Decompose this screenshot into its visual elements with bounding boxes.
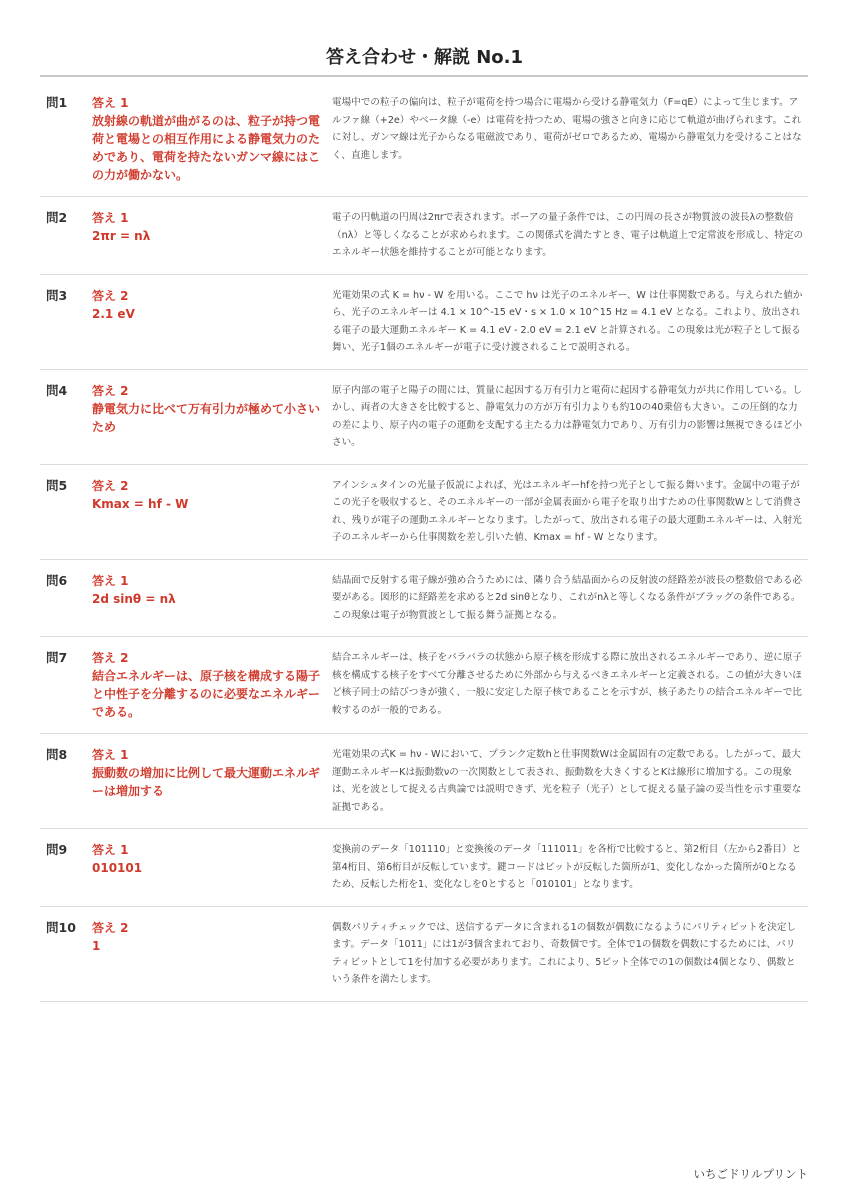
explanation-text: 偶数パリティチェックでは、送信するデータに含まれる1の個数が偶数になるようにパリティビットを決定します。データ「1011」には1が3個含まれており、奇数個です。全体で1の個数を偶数にするためには、パリティビットとして1を付加する必要があります。これにより、5ビット全体での1の個数は4個となり、偶数という条件を満たします。 [332,921,797,985]
explanation-text: 電場中での粒子の偏向は、粒子が電荷を持つ場合に電場から受ける静電気力（F=qE）によって生じます。アルファ線（+2e）やベータ線（-e）は電荷を持つため、電場の強さと向きに応じて軌道が曲げられます。これに対し、ガンマ線は光子からなる電磁波であり、電荷がゼロであるため、電場から静電気力を受けることはなく、直進します。 [332,97,802,161]
answer-text: 2.1 eV [92,306,135,321]
question-number: 問1 [46,95,68,110]
question-number: 問2 [46,210,68,225]
footer-brand: いちごドリルプリント [693,1167,808,1181]
answer-row [40,560,808,638]
question-number: 問9 [46,842,68,857]
answer-cell [92,649,332,721]
answer-label: 答え 2 [92,383,129,398]
answer-cell [92,746,332,816]
question-number: 問7 [46,650,68,665]
answer-label: 答え 1 [92,96,129,110]
question-number: 問3 [46,287,68,303]
answer-cell [92,919,332,989]
answer-label: 答え 2 [92,478,129,493]
answer-label: 答え 1 [92,573,129,588]
answer-row [40,275,808,370]
answer-label: 答え 1 [92,211,129,225]
answer-table [40,82,808,1002]
answer-cell [92,382,332,452]
answer-text: 放射線の軌道が曲がるのは、粒子が持つ電荷と電場との相互作用による静電気力のためであり、電荷を持たないガンマ線にはこの力が働かない。 [92,114,321,182]
answer-text: Kmax = hf - W [92,496,189,511]
page-title: 答え合わせ・解説 No.1 [325,47,524,68]
answer-cell [92,477,332,547]
answer-row [40,907,808,1002]
answer-cell [92,572,332,625]
explanation-text: アインシュタインの光量子仮説によれば、光はエネルギーhfを持つ光子として振る舞います。金属中の電子がこの光子を吸収すると、そのエネルギーの一部が金属表面から電子を取り出すための仕事関数Wとして消費され、残りが電子の運動エネルギーとなります。したがって、放出される電子の最大運動エネルギーは、入射光子のエネルギーから仕事関数を差し引いた値、Kmax = hf - W となります。 [332,479,802,543]
answer-text: 010101 [92,861,143,875]
answer-text: 振動数の増加に比例して最大運動エネルギーは増加する [92,766,321,798]
answer-text: 1 [92,938,101,953]
explanation-text: 光電効果の式K = hν - Wにおいて、プランク定数hと仕事関数Wは金属固有の定数である。したがって、最大運動エネルギーKは振動数νの一次関数として表され、振動数を大きくするとKは線形に増加する。この現象は、光を波として捉える古典論では説明できず、光を粒子（光子）として捉える量子論の妥当性を示す重要な証拠である。 [332,749,802,813]
question-number: 問8 [46,747,68,762]
explanation-text: 原子内部の電子と陽子の間には、質量に起因する万有引力と電荷に起因する静電気力が共に作用している。しかし、両者の大きさを比較すると、静電気力の方が万有引力よりも約10の40乗倍も大きい。この圧倒的な力の差により、原子内の電子の運動を支配する主たる力は静電気力であり、万有引力の影響は無視できるほど小さい。 [332,384,803,448]
answer-row [40,734,808,829]
answer-row [40,465,808,560]
question-number: 問10 [46,919,76,935]
title-divider [40,75,808,77]
answer-label: 答え 1 [92,748,129,762]
answer-row [40,197,808,275]
answer-row [40,637,808,734]
explanation-text: 変換前のデータ「101110」と変換後のデータ「111011」を各桁で比較すると、第2桁目（左から2番目）と第4桁目、第6桁目が反転しています。鍵コードはビットが反転した箇所が1、変化しなかった箇所が0となるため、反転した桁を1、変化なしを0とすると「010101」となります。 [332,844,802,890]
answer-label: 答え 2 [92,920,129,935]
answer-cell [92,841,332,894]
explanation-text: 電子の円軌道の円周は2πrで表されます。ボーアの量子条件では、この円周の長さが物質波の波長λの整数倍（nλ）と等しくなることが求められます。この関係式を満たすとき、電子は軌道上で定常波を形成し、特定のエネルギー状態を維持することが可能となります。 [332,212,804,258]
answer-label: 答え 2 [92,288,129,303]
question-number: 問5 [46,477,68,493]
answer-label: 答え 2 [92,651,129,665]
answer-cell [92,287,332,357]
answer-text: 静電気力に比べて万有引力が極めて小さいため [92,401,321,434]
explanation-text: 光電効果の式 K = hν - W を用いる。ここで hν は光子のエネルギー、W は仕事関数である。与えられた値から、光子のエネルギーは 4.1 × 10^-15 eV・s × 1.0 × 10^15 Hz = 4.1 eV となる。これより、放出される電子の最大運動エネルギー K = 4.1 eV - 2.0 eV = 2.1 eV と計算される。この現象は光が粒子として振る舞い、光子1個のエネルギーが電子に受け渡されることで説明される。 [332,289,803,353]
answer-label: 答え 1 [92,843,129,857]
explanation-text: 結晶面で反射する電子線が強め合うためには、隣り合う結晶面からの反射波の経路差が波長の整数倍である必要がある。図形的に経路差を求めると2d sinθとなり、これがnλと等しくなる条件がブラッグの条件である。この現象は電子が物質波として振る舞う証拠となる。 [332,574,803,621]
answer-text: 2πr = nλ [92,229,151,243]
answer-text: 2d sinθ = nλ [92,591,176,606]
answer-cell [92,94,332,184]
answer-row [40,370,808,465]
question-number: 問6 [46,572,68,588]
question-number: 問4 [46,382,68,398]
answer-row [40,829,808,907]
answer-text: 結合エネルギーは、原子核を構成する陽子と中性子を分離するのに必要なエネルギーである。 [92,669,321,719]
answer-row [40,82,808,197]
explanation-text: 結合エネルギーは、核子をバラバラの状態から原子核を形成する際に放出されるエネルギーであり、逆に原子核を構成する核子をすべて分離させるために外部から与えるべきエネルギーと定義される。この値が大きいほど核子同士の結びつきが強く、一般に安定した原子核であることを示すが、核子あたりの結合エネルギーで比較するのが一般的である。 [332,652,803,716]
answer-cell [92,209,332,262]
